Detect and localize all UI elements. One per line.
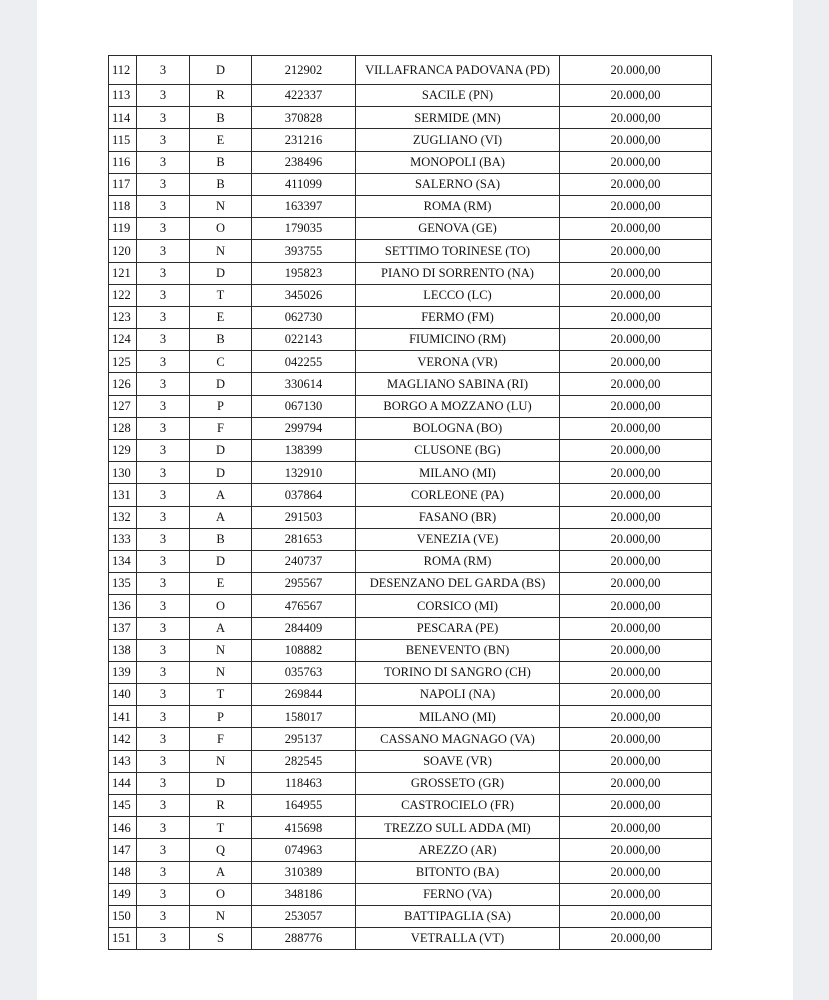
table-row: [109, 928, 712, 950]
table-row: [109, 595, 712, 617]
code-cell: 138399: [252, 440, 356, 462]
code-cell: 108882: [252, 639, 356, 661]
document-page: [37, 0, 793, 1000]
code-cell: 035763: [252, 661, 356, 683]
city-cell: ROMA (RM): [356, 195, 560, 217]
group-cell: 3: [137, 151, 190, 173]
amount-cell: 20.000,00: [560, 373, 712, 395]
row-number-cell: 128: [109, 417, 137, 439]
amount-cell: 20.000,00: [560, 195, 712, 217]
code-cell: 042255: [252, 351, 356, 373]
table-row: [109, 395, 712, 417]
group-cell: 3: [137, 85, 190, 107]
row-number-cell: 122: [109, 284, 137, 306]
letter-cell: D: [190, 440, 252, 462]
city-cell: ROMA (RM): [356, 550, 560, 572]
code-cell: 037864: [252, 484, 356, 506]
table-row: [109, 218, 712, 240]
city-text: VILLAFRANCA PADOVANA (PD): [365, 63, 550, 77]
amount-cell: 20.000,00: [560, 861, 712, 883]
city-cell: BOLOGNA (BO): [356, 417, 560, 439]
group-cell: 3: [137, 107, 190, 129]
letter-cell: T: [190, 684, 252, 706]
table-row: [109, 905, 712, 927]
row-number-cell: 114: [109, 107, 137, 129]
city-cell: FIUMICINO (RM): [356, 329, 560, 351]
code-cell: 062730: [252, 306, 356, 328]
row-number-cell: 112: [109, 56, 137, 85]
code-cell: 118463: [252, 772, 356, 794]
group-cell: 3: [137, 883, 190, 905]
table-row: [109, 772, 712, 794]
amount-cell: 20.000,00: [560, 85, 712, 107]
code-cell: 415698: [252, 817, 356, 839]
row-number-cell: 121: [109, 262, 137, 284]
city-cell: CASTROCIELO (FR): [356, 795, 560, 817]
table-row: [109, 351, 712, 373]
code-cell: 295567: [252, 573, 356, 595]
city-cell: VERONA (VR): [356, 351, 560, 373]
code-cell: 074963: [252, 839, 356, 861]
amount-cell: 20.000,00: [560, 595, 712, 617]
group-cell: 3: [137, 129, 190, 151]
letter-cell: D: [190, 462, 252, 484]
letter-cell: A: [190, 861, 252, 883]
letter-cell: F: [190, 417, 252, 439]
code-cell: 422337: [252, 85, 356, 107]
city-cell: SOAVE (VR): [356, 750, 560, 772]
row-number-cell: 143: [109, 750, 137, 772]
letter-cell: P: [190, 706, 252, 728]
amount-cell: 20.000,00: [560, 284, 712, 306]
group-cell: 3: [137, 750, 190, 772]
letter-cell: N: [190, 195, 252, 217]
row-number-cell: 123: [109, 306, 137, 328]
city-cell: CORLEONE (PA): [356, 484, 560, 506]
amount-cell: 20.000,00: [560, 506, 712, 528]
table-row: [109, 817, 712, 839]
table-row: [109, 56, 712, 85]
city-cell: BITONTO (BA): [356, 861, 560, 883]
group-cell: 3: [137, 506, 190, 528]
table-row: [109, 417, 712, 439]
table-row: [109, 861, 712, 883]
code-cell: 067130: [252, 395, 356, 417]
code-cell: 288776: [252, 928, 356, 950]
amount-cell: 20.000,00: [560, 417, 712, 439]
group-cell: 3: [137, 484, 190, 506]
city-cell: BORGO A MOZZANO (LU): [356, 395, 560, 417]
group-cell: 3: [137, 329, 190, 351]
letter-cell: B: [190, 151, 252, 173]
amount-cell: 20.000,00: [560, 639, 712, 661]
group-cell: 3: [137, 56, 190, 85]
letter-cell: D: [190, 262, 252, 284]
city-cell: VETRALLA (VT): [356, 928, 560, 950]
city-cell: SACILE (PN): [356, 85, 560, 107]
table-row: [109, 262, 712, 284]
city-cell: SETTIMO TORINESE (TO): [356, 240, 560, 262]
row-number-cell: 126: [109, 373, 137, 395]
row-number-cell: 125: [109, 351, 137, 373]
code-cell: 476567: [252, 595, 356, 617]
city-cell: [356, 56, 560, 85]
group-cell: 3: [137, 440, 190, 462]
letter-cell: T: [190, 284, 252, 306]
letter-cell: A: [190, 617, 252, 639]
row-number-cell: 136: [109, 595, 137, 617]
row-number-cell: 124: [109, 329, 137, 351]
letter-cell: A: [190, 506, 252, 528]
amount-cell: 20.000,00: [560, 440, 712, 462]
table-body: [109, 56, 712, 950]
row-number-cell: 118: [109, 195, 137, 217]
letter-cell: D: [190, 373, 252, 395]
row-number-cell: 140: [109, 684, 137, 706]
amount-cell: 20.000,00: [560, 351, 712, 373]
amount-cell: 20.000,00: [560, 240, 712, 262]
amount-cell: 20.000,00: [560, 661, 712, 683]
table-row: [109, 528, 712, 550]
group-cell: 3: [137, 772, 190, 794]
group-cell: 3: [137, 195, 190, 217]
amount-cell: 20.000,00: [560, 883, 712, 905]
table-row: [109, 573, 712, 595]
amount-cell: 20.000,00: [560, 839, 712, 861]
city-cell: CLUSONE (BG): [356, 440, 560, 462]
city-cell: MAGLIANO SABINA (RI): [356, 373, 560, 395]
row-number-cell: 135: [109, 573, 137, 595]
code-cell: 158017: [252, 706, 356, 728]
amount-cell: 20.000,00: [560, 617, 712, 639]
city-cell: GROSSETO (GR): [356, 772, 560, 794]
code-cell: 291503: [252, 506, 356, 528]
row-number-cell: 138: [109, 639, 137, 661]
code-cell: 238496: [252, 151, 356, 173]
city-cell: NAPOLI (NA): [356, 684, 560, 706]
code-cell: 295137: [252, 728, 356, 750]
code-cell: 330614: [252, 373, 356, 395]
letter-cell: C: [190, 351, 252, 373]
amount-cell: 20.000,00: [560, 528, 712, 550]
row-number-cell: 132: [109, 506, 137, 528]
row-number-cell: 133: [109, 528, 137, 550]
city-cell: SERMIDE (MN): [356, 107, 560, 129]
amount-cell: 20.000,00: [560, 728, 712, 750]
row-number-cell: 147: [109, 839, 137, 861]
row-number-cell: 115: [109, 129, 137, 151]
table-row: [109, 706, 712, 728]
code-cell: 348186: [252, 883, 356, 905]
city-cell: MILANO (MI): [356, 706, 560, 728]
city-cell: TREZZO SULL ADDA (MI): [356, 817, 560, 839]
table-row: [109, 85, 712, 107]
table-row: [109, 284, 712, 306]
group-cell: 3: [137, 550, 190, 572]
city-cell: DESENZANO DEL GARDA (BS): [356, 573, 560, 595]
table-row: [109, 462, 712, 484]
group-cell: 3: [137, 861, 190, 883]
row-number-cell: 151: [109, 928, 137, 950]
city-cell: PESCARA (PE): [356, 617, 560, 639]
letter-cell: O: [190, 595, 252, 617]
table-row: [109, 195, 712, 217]
table-row: [109, 684, 712, 706]
group-cell: 3: [137, 595, 190, 617]
row-number-cell: 149: [109, 883, 137, 905]
group-cell: 3: [137, 351, 190, 373]
code-cell: 253057: [252, 905, 356, 927]
table-row: [109, 440, 712, 462]
letter-cell: P: [190, 395, 252, 417]
row-number-cell: 137: [109, 617, 137, 639]
group-cell: 3: [137, 573, 190, 595]
table-row: [109, 839, 712, 861]
city-cell: PIANO DI SORRENTO (NA): [356, 262, 560, 284]
amount-cell: 20.000,00: [560, 750, 712, 772]
amount-cell: 20.000,00: [560, 550, 712, 572]
city-cell: TORINO DI SANGRO (CH): [356, 661, 560, 683]
group-cell: 3: [137, 684, 190, 706]
table-row: [109, 883, 712, 905]
row-number-cell: 146: [109, 817, 137, 839]
code-cell: 282545: [252, 750, 356, 772]
amount-cell: 20.000,00: [560, 772, 712, 794]
amount-cell: 20.000,00: [560, 218, 712, 240]
row-number-cell: 116: [109, 151, 137, 173]
code-cell: 370828: [252, 107, 356, 129]
code-cell: 299794: [252, 417, 356, 439]
letter-cell: N: [190, 661, 252, 683]
letter-cell: B: [190, 528, 252, 550]
group-cell: 3: [137, 905, 190, 927]
letter-cell: N: [190, 240, 252, 262]
table-row: [109, 240, 712, 262]
letter-cell: E: [190, 306, 252, 328]
group-cell: 3: [137, 462, 190, 484]
table-row: [109, 173, 712, 195]
code-cell: 281653: [252, 528, 356, 550]
city-cell: BENEVENTO (BN): [356, 639, 560, 661]
row-number-cell: 145: [109, 795, 137, 817]
table-row: [109, 728, 712, 750]
city-cell: AREZZO (AR): [356, 839, 560, 861]
amount-cell: 20.000,00: [560, 462, 712, 484]
results-table: [108, 55, 712, 950]
row-number-cell: 148: [109, 861, 137, 883]
amount-cell: 20.000,00: [560, 795, 712, 817]
letter-cell: B: [190, 329, 252, 351]
amount-cell: 20.000,00: [560, 173, 712, 195]
amount-cell: 20.000,00: [560, 817, 712, 839]
amount-cell: 20.000,00: [560, 306, 712, 328]
letter-cell: R: [190, 85, 252, 107]
letter-cell: Q: [190, 839, 252, 861]
group-cell: 3: [137, 617, 190, 639]
row-number-cell: 113: [109, 85, 137, 107]
code-cell: 345026: [252, 284, 356, 306]
city-cell: ZUGLIANO (VI): [356, 129, 560, 151]
amount-cell: 20.000,00: [560, 706, 712, 728]
code-cell: 132910: [252, 462, 356, 484]
row-number-cell: 134: [109, 550, 137, 572]
letter-cell: E: [190, 573, 252, 595]
table-row: [109, 373, 712, 395]
group-cell: 3: [137, 240, 190, 262]
code-cell: 164955: [252, 795, 356, 817]
amount-cell: 20.000,00: [560, 905, 712, 927]
row-number-cell: 130: [109, 462, 137, 484]
row-number-cell: 142: [109, 728, 137, 750]
amount-cell: 20.000,00: [560, 107, 712, 129]
code-cell: 195823: [252, 262, 356, 284]
letter-cell: O: [190, 218, 252, 240]
table-row: [109, 129, 712, 151]
letter-cell: O: [190, 883, 252, 905]
table-row: [109, 661, 712, 683]
amount-cell: 20.000,00: [560, 56, 712, 85]
group-cell: 3: [137, 706, 190, 728]
code-cell: 022143: [252, 329, 356, 351]
row-number-cell: 144: [109, 772, 137, 794]
amount-cell: 20.000,00: [560, 395, 712, 417]
city-cell: CORSICO (MI): [356, 595, 560, 617]
code-cell: 310389: [252, 861, 356, 883]
letter-cell: T: [190, 817, 252, 839]
group-cell: 3: [137, 218, 190, 240]
letter-cell: N: [190, 905, 252, 927]
city-cell: FASANO (BR): [356, 506, 560, 528]
letter-cell: N: [190, 639, 252, 661]
city-cell: VENEZIA (VE): [356, 528, 560, 550]
amount-cell: 20.000,00: [560, 329, 712, 351]
group-cell: 3: [137, 528, 190, 550]
table-row: [109, 506, 712, 528]
amount-cell: 20.000,00: [560, 151, 712, 173]
group-cell: 3: [137, 173, 190, 195]
city-cell: MILANO (MI): [356, 462, 560, 484]
group-cell: 3: [137, 817, 190, 839]
code-cell: 231216: [252, 129, 356, 151]
group-cell: 3: [137, 728, 190, 750]
row-number-cell: 139: [109, 661, 137, 683]
city-cell: MONOPOLI (BA): [356, 151, 560, 173]
letter-cell: D: [190, 550, 252, 572]
table-row: [109, 306, 712, 328]
letter-cell: R: [190, 795, 252, 817]
city-cell: FERNO (VA): [356, 883, 560, 905]
row-number-cell: 120: [109, 240, 137, 262]
code-cell: 179035: [252, 218, 356, 240]
amount-cell: 20.000,00: [560, 484, 712, 506]
group-cell: 3: [137, 395, 190, 417]
group-cell: 3: [137, 928, 190, 950]
letter-cell: S: [190, 928, 252, 950]
code-cell: 212902: [252, 56, 356, 85]
table-row: [109, 639, 712, 661]
code-cell: 393755: [252, 240, 356, 262]
code-cell: 240737: [252, 550, 356, 572]
table-row: [109, 795, 712, 817]
group-cell: 3: [137, 284, 190, 306]
row-number-cell: 129: [109, 440, 137, 462]
row-number-cell: 141: [109, 706, 137, 728]
table-row: [109, 617, 712, 639]
city-cell: FERMO (FM): [356, 306, 560, 328]
row-number-cell: 127: [109, 395, 137, 417]
letter-cell: D: [190, 772, 252, 794]
letter-cell: E: [190, 129, 252, 151]
city-cell: SALERNO (SA): [356, 173, 560, 195]
table-row: [109, 107, 712, 129]
letter-cell: N: [190, 750, 252, 772]
code-cell: 284409: [252, 617, 356, 639]
amount-cell: 20.000,00: [560, 573, 712, 595]
amount-cell: 20.000,00: [560, 262, 712, 284]
letter-cell: A: [190, 484, 252, 506]
table-row: [109, 329, 712, 351]
group-cell: 3: [137, 661, 190, 683]
group-cell: 3: [137, 839, 190, 861]
code-cell: 163397: [252, 195, 356, 217]
table-row: [109, 550, 712, 572]
city-cell: CASSANO MAGNAGO (VA): [356, 728, 560, 750]
row-number-cell: 131: [109, 484, 137, 506]
code-cell: 411099: [252, 173, 356, 195]
group-cell: 3: [137, 639, 190, 661]
city-cell: GENOVA (GE): [356, 218, 560, 240]
row-number-cell: 150: [109, 905, 137, 927]
city-cell: LECCO (LC): [356, 284, 560, 306]
letter-cell: B: [190, 173, 252, 195]
letter-cell: B: [190, 107, 252, 129]
row-number-cell: 119: [109, 218, 137, 240]
amount-cell: 20.000,00: [560, 129, 712, 151]
group-cell: 3: [137, 795, 190, 817]
row-number-cell: 117: [109, 173, 137, 195]
amount-cell: 20.000,00: [560, 684, 712, 706]
table-row: [109, 484, 712, 506]
city-cell: BATTIPAGLIA (SA): [356, 905, 560, 927]
group-cell: 3: [137, 417, 190, 439]
group-cell: 3: [137, 373, 190, 395]
group-cell: 3: [137, 306, 190, 328]
letter-cell: F: [190, 728, 252, 750]
table-row: [109, 151, 712, 173]
letter-cell: D: [190, 56, 252, 85]
group-cell: 3: [137, 262, 190, 284]
table-row: [109, 750, 712, 772]
amount-cell: 20.000,00: [560, 928, 712, 950]
code-cell: 269844: [252, 684, 356, 706]
